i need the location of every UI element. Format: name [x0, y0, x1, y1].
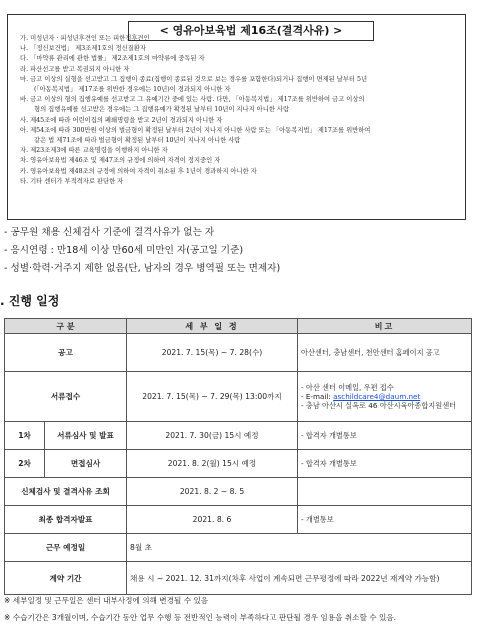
- step-cell: 2차: [5, 450, 45, 478]
- remark-text: - 아산 센터 이메일, 우편 접수: [301, 383, 394, 392]
- remarks-cell: [298, 334, 472, 372]
- category-cell: 공고: [5, 334, 127, 372]
- section-title: . 진행 일정: [0, 294, 60, 308]
- footnotes: [4, 592, 476, 626]
- remark-text: - 합격자 개별통보: [301, 459, 357, 468]
- schedule-table: [4, 318, 472, 595]
- schedule-cell: 2021. 7. 15(목) ~ 7. 29(목) 13:00까지: [127, 372, 298, 422]
- work-start-value: 8월 초: [127, 534, 472, 562]
- remark-line: [301, 515, 468, 524]
- remarks-cell: [298, 506, 472, 534]
- remarks-cell: [298, 478, 472, 506]
- disqualification-item: 카. 영유아보육법 제48조의 규정에 의하여 자격이 취소된 후 1년이 경과하지 아니한 자: [20, 167, 257, 175]
- remark-text: - E-mail:: [301, 392, 334, 401]
- header-category: 구 분: [5, 319, 127, 334]
- contract-label: 계약 기간: [5, 562, 127, 595]
- table-header-row: [5, 319, 472, 334]
- step-cell: 1차: [5, 422, 45, 450]
- category-cell: 면접심사: [45, 450, 127, 478]
- requirement-list: [4, 224, 474, 278]
- disqualification-item: 사. 제45조에 따라 어린이집의 폐쇄명령을 받고 2년이 경과되지 아니한 자: [20, 116, 223, 124]
- footnote: ※ 수습기간은 3개월이며, 수습기간 동안 업무 수행 등 전반적인 능력이 부족하다고 판단될 경우 임용을 취소할 수 있음.: [4, 613, 397, 622]
- remark-line: [301, 459, 468, 468]
- table-row: [5, 422, 472, 450]
- table-row-contract: [5, 562, 472, 595]
- disqualification-item: 같은 법 제71조에 따라 벌금형이 확정된 날부터 10년이 지나지 아니한 사람: [34, 137, 241, 145]
- remark-text: - 합격자 개별통보: [301, 431, 357, 440]
- disqualification-item: 마. 금고 이상의 실형을 선고받고 그 집행이 종료(집행이 종료된 것으로 보는 경우를 포함한다)되거나 집행이 면제된 날부터 5년: [20, 75, 368, 83]
- email-link[interactable]: aschildcare4@daum.net: [333, 392, 421, 401]
- disqualification-item: 다. 「마약류 관리에 관한 법률」 제2조제1호의 마약류에 중독된 자: [20, 55, 205, 63]
- disqualification-item: 차. 영유아보육법 제46조 및 제47조의 규정에 의하여 자격이 정지중인 자: [20, 157, 221, 165]
- remark-text: - 개별통보: [301, 515, 334, 524]
- remark-line: [301, 348, 468, 357]
- disqualification-item: 자. 제23조제3에 따른 교육명령을 이행하지 아니한 자: [20, 147, 168, 155]
- disqualification-item: 바. 금고 이상의 형의 집행유예를 선고받고 그 유예기간 중에 있는 사람. 다만, 「아동복지법」 제17조를 위반하여 금고 이상의: [20, 96, 365, 104]
- remark-line: [301, 431, 468, 440]
- disqualification-item: 타. 기타 센터가 부적격자로 판단한 자: [20, 177, 124, 185]
- table-row: [5, 478, 472, 506]
- category-cell: 신체검사 및 결격사유 조회: [5, 478, 127, 506]
- remark-text: 아산센터, 충남센터, 천안센터 홈페이지 공고: [301, 348, 440, 357]
- requirement-item: - 공무원 채용 신체검사 기준에 결격사유가 없는 자: [4, 227, 215, 238]
- table-row: [5, 372, 472, 422]
- requirement-item: - 성별·학력·거주지 제한 없음(단, 남자의 경우 병역필 또는 면제자): [4, 263, 281, 274]
- category-cell: 최종 합격자발표: [5, 506, 127, 534]
- header-remarks: 비고: [298, 319, 472, 334]
- requirement-item: - 응시연령 : 만18세 이상 만60세 미만인 자(공고일 기준): [4, 245, 244, 256]
- disqualification-item: 아. 제54조에 따라 300만원 이상의 벌금형이 확정된 날부터 2년이 지나지 아니한 사람 또는 「아동복지법」 제17조를 위반하여: [20, 126, 371, 134]
- category-cell: 서류심사 및 발표: [45, 422, 127, 450]
- work-start-label: 근무 예정일: [5, 534, 127, 562]
- schedule-cell: 2021. 7. 15(목) ~ 7. 28(수): [127, 334, 298, 372]
- remark-line: [301, 383, 468, 392]
- footnote: ※ 세부일정 및 근무일은 센터 내부사정에 의해 변경될 수 있음: [4, 596, 209, 605]
- remark-line: [301, 401, 468, 410]
- schedule-cell: 2021. 7. 30(금) 15시 예정: [127, 422, 298, 450]
- contract-value: 채용 시 ~ 2021. 12. 31까지(차후 사업이 계속되면 근무평정에 따라 2022년 재계약 가능함): [127, 562, 472, 595]
- disqualification-item: 가. 미성년자 · 피성년후견인 또는 피한정후견인: [20, 35, 150, 42]
- schedule-cell: 2021. 8. 2(월) 15시 예정: [127, 450, 298, 478]
- table-row: [5, 334, 472, 372]
- remarks-cell: [298, 372, 472, 422]
- table-row-work-start: [5, 534, 472, 562]
- disqualification-list: [20, 34, 468, 187]
- header-schedule: 세 부 일 정: [127, 319, 298, 334]
- remarks-cell: [298, 422, 472, 450]
- schedule-cell: 2021. 8. 2 ~ 8. 5: [127, 478, 298, 506]
- schedule-cell: 2021. 8. 6: [127, 506, 298, 534]
- table-row: [5, 506, 472, 534]
- remarks-cell: [298, 450, 472, 478]
- table-row: [5, 450, 472, 478]
- disqualification-item: 형의 집행유예를 선고받은 경우에는 그 집행유예가 확정된 날부터 10년이 지나지 아니한 사람: [34, 106, 290, 114]
- disqualification-item: 라. 파산선고를 받고 복권되지 아니한 자: [20, 65, 130, 73]
- remark-text: - 충남 아산시 실옥로 46 아산시육아종합지원센터: [301, 401, 457, 410]
- remark-line: [301, 392, 468, 401]
- disqualification-title: < 영유아보육법 제16조(결격사유) >: [128, 21, 374, 41]
- category-cell: 서류접수: [5, 372, 127, 422]
- disqualification-item: (「아동복지법」 제17조를 위반한 경우에는 10년)이 경과되지 아니한 자: [34, 86, 231, 94]
- disqualification-item: 나. 「정신보건법」 제3조제1호의 정신질환자: [20, 45, 146, 53]
